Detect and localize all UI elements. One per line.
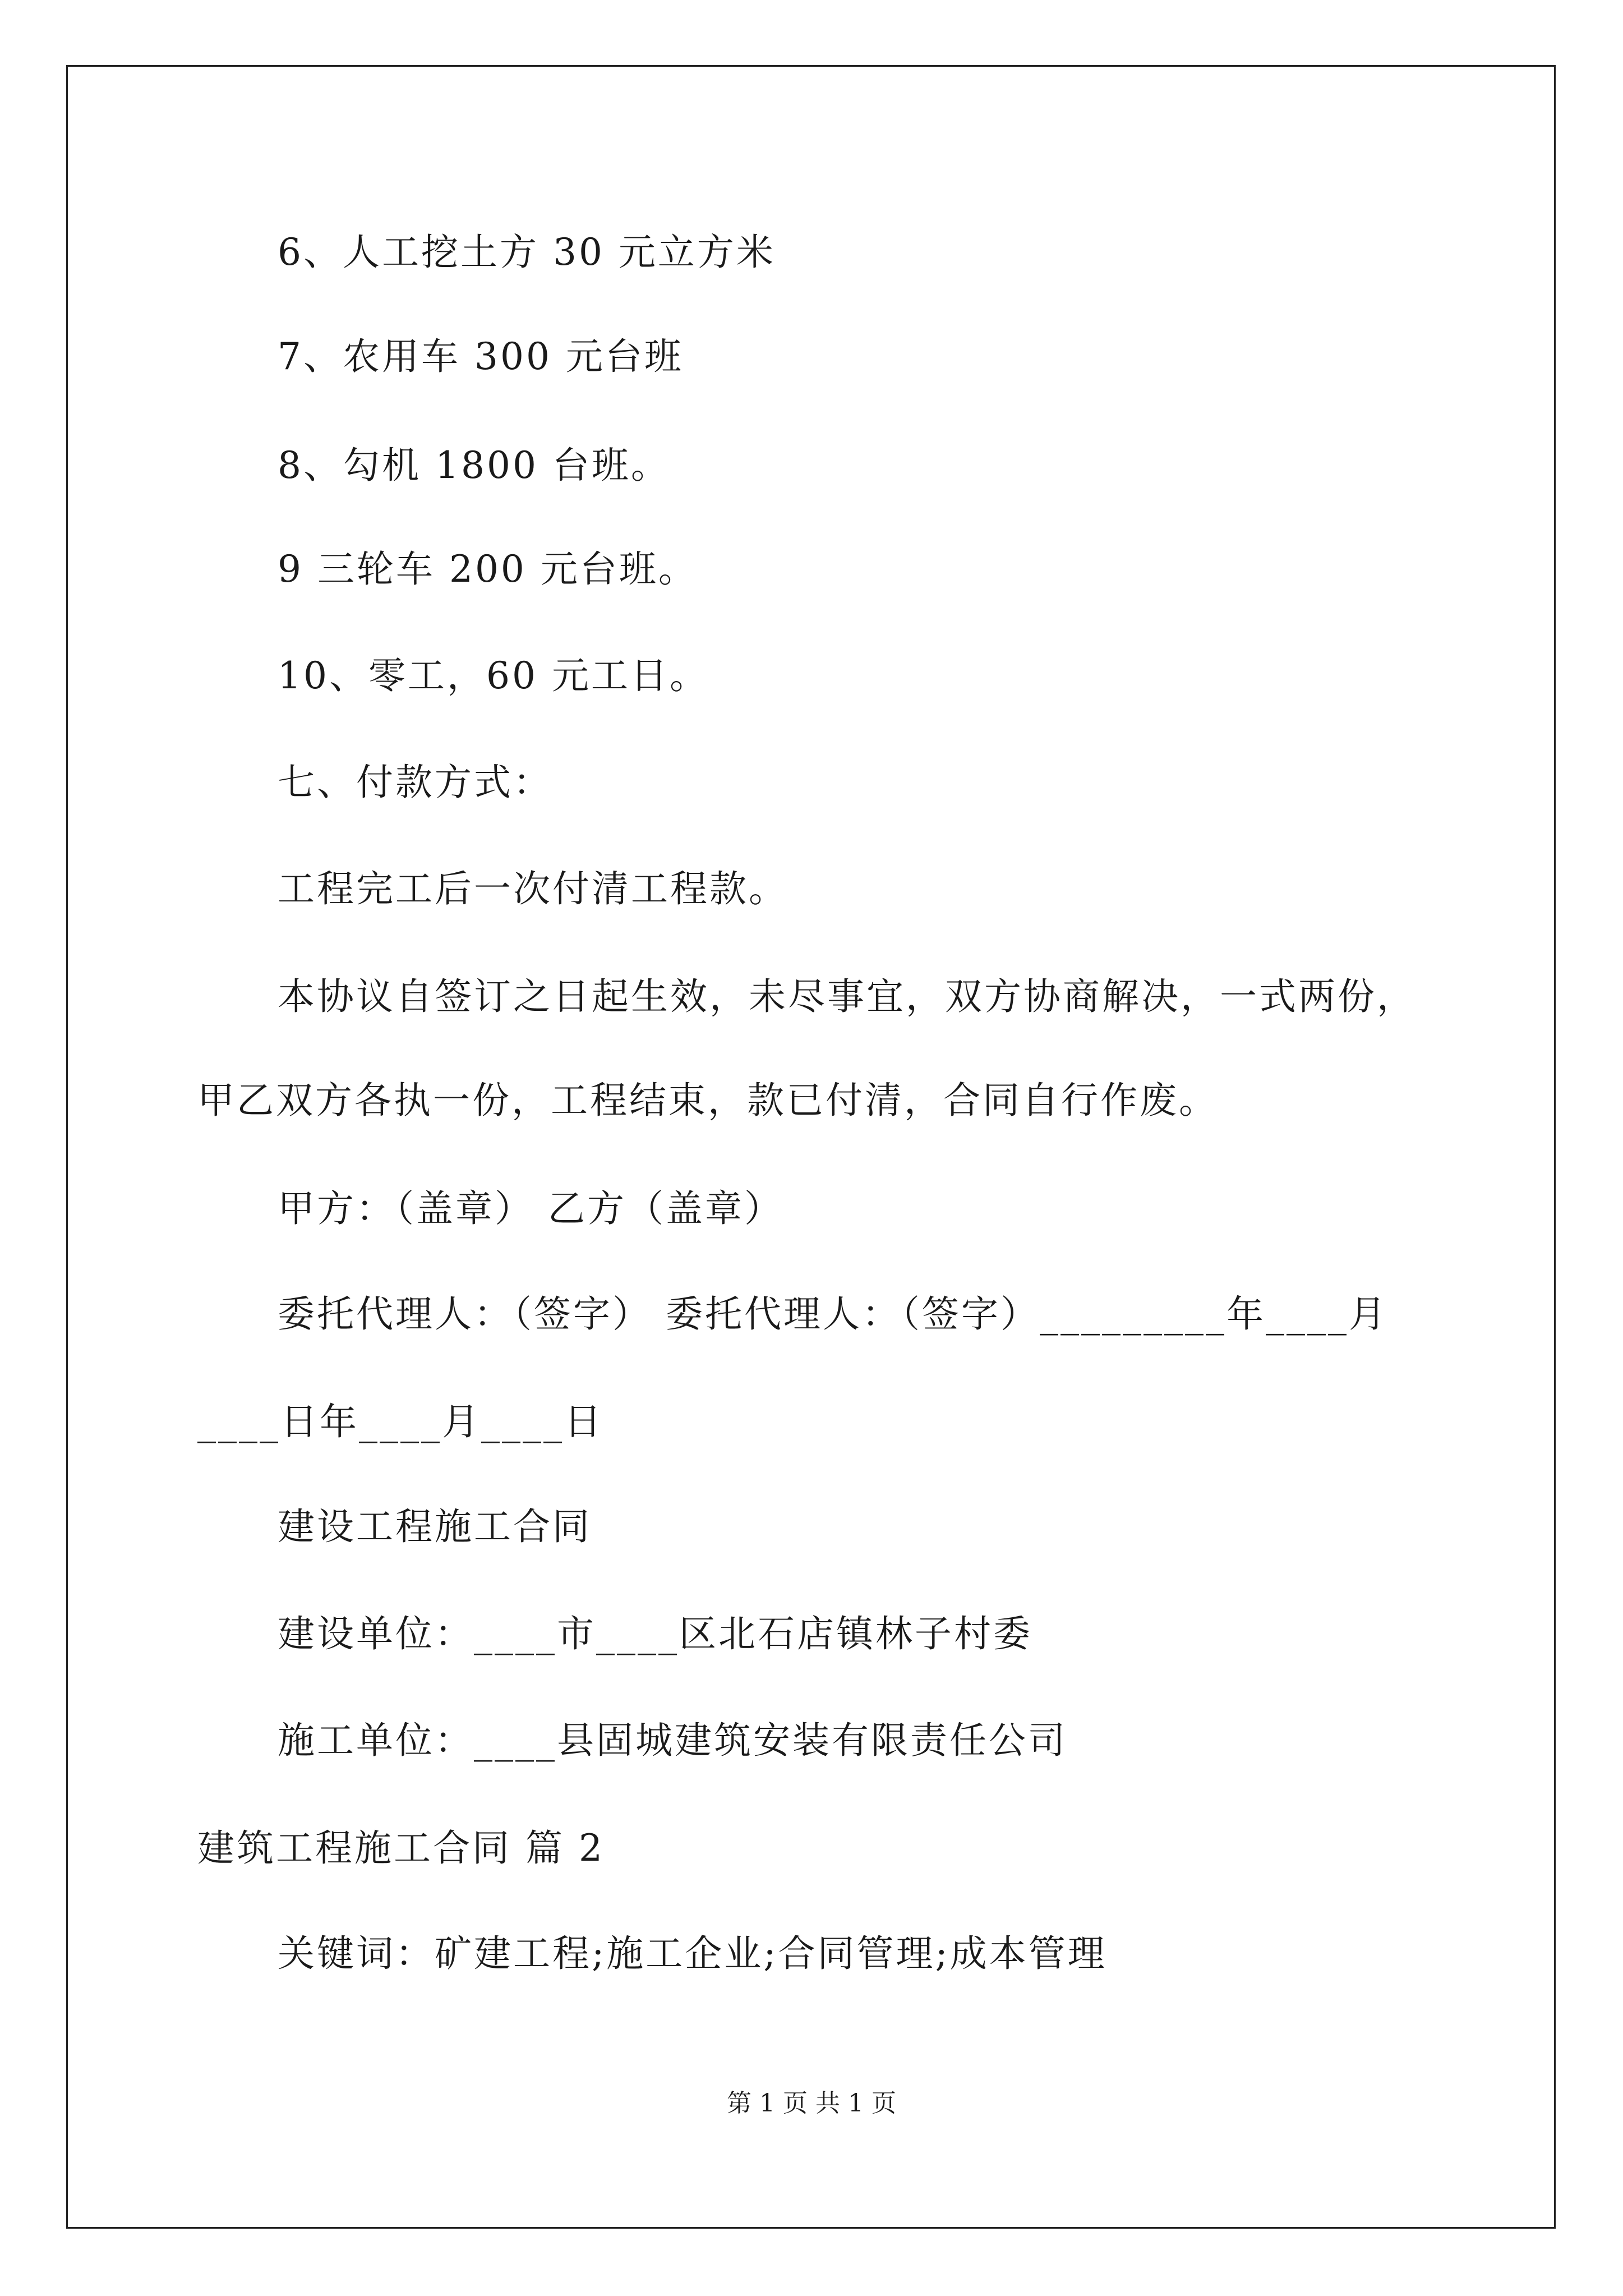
page-frame <box>66 65 1556 2229</box>
contractor-unit-line: 施工单位：____县固城建筑安装有限责任公司 <box>278 1719 1067 1762</box>
paragraph-line: 本协议自签订之日起生效，未尽事宜，双方协商解决，一式两份， <box>278 975 1416 1018</box>
text-line: 7、农用车 300 元台班 <box>278 335 684 378</box>
keywords-line: 关键词：矿建工程;施工企业;合同管理;成本管理 <box>278 1932 1107 1975</box>
text-line: 10、零工，60 元工日。 <box>278 654 709 697</box>
builder-unit-line: 建设单位：____市____区北石店镇林子村委 <box>278 1612 1032 1655</box>
signature-date-line: ____日年____月____日 <box>197 1400 603 1443</box>
text-line: 8、勾机 1800 台班。 <box>278 444 670 487</box>
signature-party-line: 甲方：（盖章） 乙方（盖章） <box>278 1187 783 1230</box>
chapter-title: 建筑工程施工合同 篇 2 <box>197 1826 605 1870</box>
text-line: 6、人工挖土方 30 元立方米 <box>278 231 776 274</box>
section-heading: 七、付款方式： <box>278 761 552 804</box>
text-line: 工程完工后一次付清工程款。 <box>278 867 788 910</box>
contract-title: 建设工程施工合同 <box>278 1505 592 1548</box>
signature-agent-line: 委托代理人：（签字） 委托代理人：（签字）_________年____月 <box>278 1292 1388 1336</box>
paragraph-line: 甲乙双方各执一份，工程结束，款已付清，合同自行作废。 <box>197 1079 1218 1122</box>
text-line: 9 三轮车 200 元台班。 <box>278 547 698 591</box>
page-footer: 第 1 页 共 1 页 <box>727 2089 896 2118</box>
